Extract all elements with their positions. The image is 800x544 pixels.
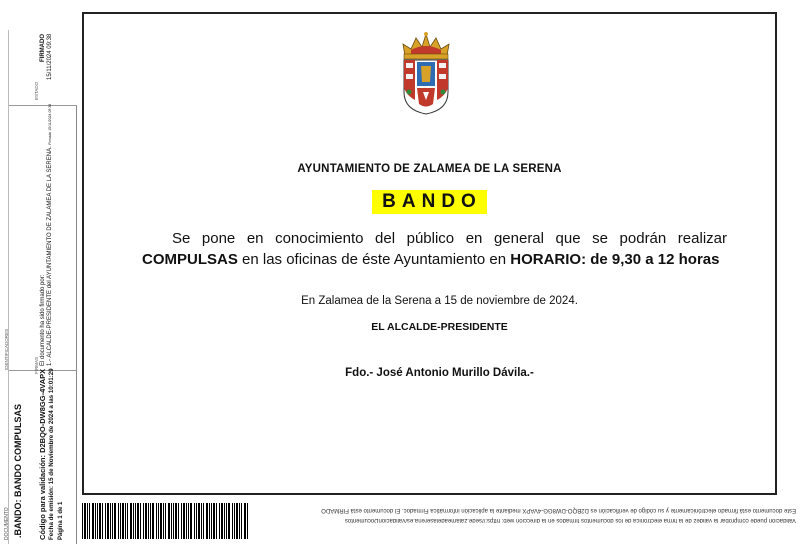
date-line: En Zalamea de la Serena a 15 de noviembre de 2024. [301, 295, 578, 307]
fecha-emision: Fecha de emisión: 15 de Noviembre de 2024 a las 10:01:29 [48, 368, 55, 540]
firmas-label: FIRMAS [34, 356, 39, 374]
compulsas-text: COMPULSAS [142, 251, 238, 268]
codigo-validacion: Código para validación: D2BQO-DW8GG-4VAPX [38, 368, 47, 540]
sidebar-divider-1 [8, 30, 9, 544]
firmas-signer: 1.- ALCALDE-PRESIDENTE del AYUNTAMIENTO DE ZALAMEA DE LA SERENA. Firmado 15/11/2024 09:38 [47, 103, 53, 366]
verification-footer: Validación puede comprobar la validez de la firma electrónica de los documentos firmados en la dirección web: https://sede.zalameadelaserena.es/validacionDocumentos Este documento está firmado electrónicamente y su código de verificación es D2BQO-DW8GG-4VAPX mediante la aplicación informática Firmadoc. El documento está FIRMADO [321, 507, 796, 523]
coat-of-arms-icon [397, 30, 455, 116]
document-title: BANDO [372, 190, 487, 214]
signature-line: Fdo.- José Antonio Murillo Dávila.- [345, 367, 534, 379]
documento-label: DOCUMENTO [4, 507, 10, 540]
firmas-intro: El documento ha sido firmado por: [40, 274, 46, 366]
estado-date: 15/11/2024 09:38 [47, 33, 53, 80]
pagina: Página 1 de 1 [58, 501, 64, 540]
sidebar-divider-2 [76, 105, 77, 544]
signer-title: EL ALCALDE-PRESIDENTE [371, 321, 508, 333]
barcode-icon [82, 503, 250, 539]
horario-text: HORARIO: de 9,30 a 12 horas [510, 251, 720, 268]
sidebar-divider-4 [9, 105, 77, 106]
identificadores-label: IDENTIFICADORES [4, 328, 9, 370]
estado-value: FIRMADO [40, 34, 46, 62]
announcement-paragraph: Se pone en conocimiento del público en general que se podrán realizar COMPULSAS en las oficinas de éste Ayuntamiento en HORARIO: de 9,30 a 12 horas [142, 230, 727, 268]
documento-value: .BANDO: BANDO COMPULSAS [13, 404, 23, 538]
estado-label: ESTADO [34, 81, 39, 100]
issuer-heading: AYUNTAMIENTO DE ZALAMEA DE LA SERENA [297, 163, 562, 175]
